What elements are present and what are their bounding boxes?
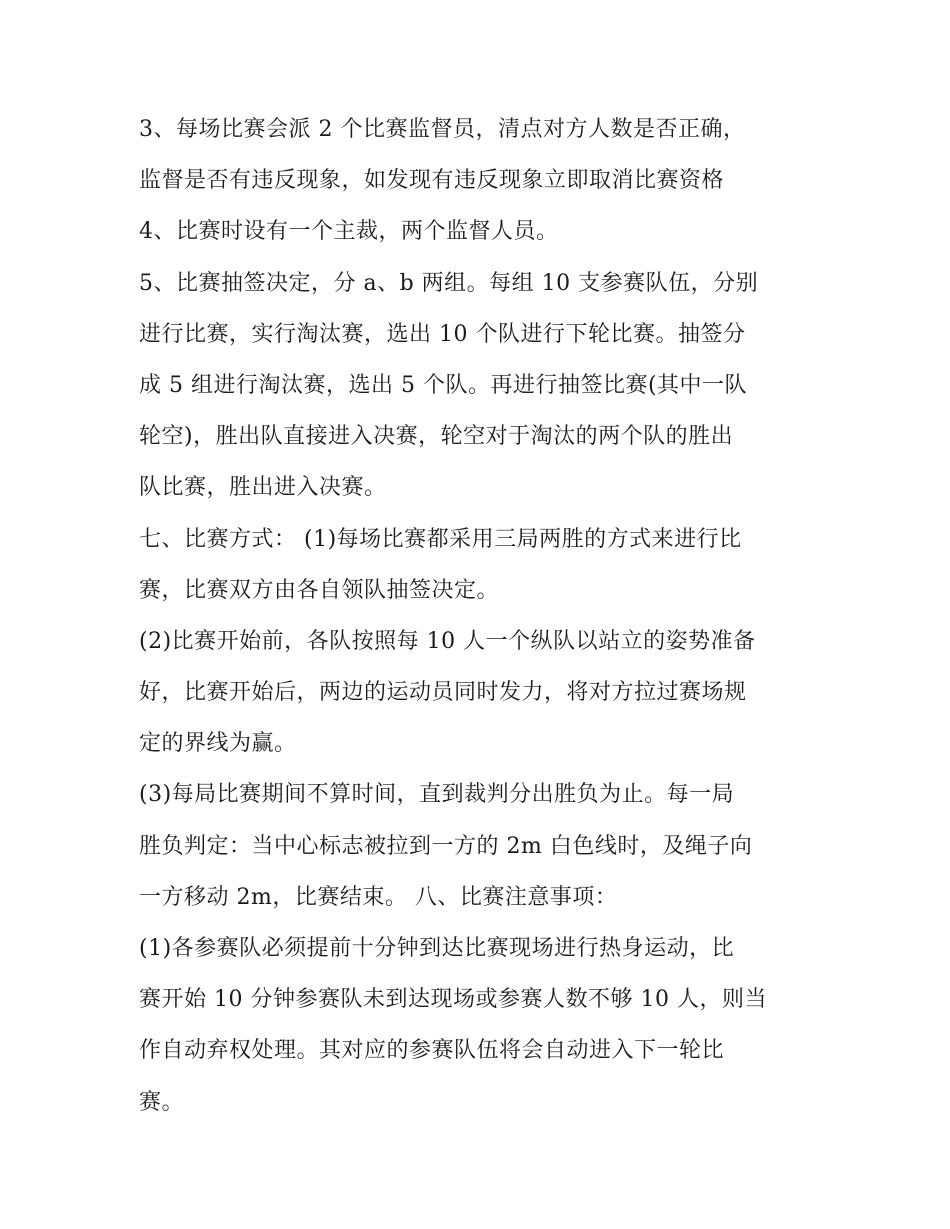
text-line: 进行比赛，实行淘汰赛，选出 10 个队进行下轮比赛。抽签分 [139,321,746,347]
text-line: 5、比赛抽签决定，分 a、b 两组。每组 10 支参赛队伍，分别 [139,270,759,296]
document-body [139,104,819,1128]
text-line: 一方移动 2m，比赛结束。 八、比赛注意事项： [139,884,618,910]
text-line: 队比赛，胜出进入决赛。 [139,475,387,501]
text-line: (3)每局比赛期间不算时间，直到裁判分出胜负为止。每一局 [139,782,735,808]
text-line: 监督是否有违反现象，如发现有违反现象立即取消比赛资格 [139,168,725,194]
text-line: 3、每场比赛会派 2 个比赛监督员，清点对方人数是否正确， [139,117,746,142]
text-line: 胜负判定：当中心标志被拉到一方的 2m 白色线时，及绳子向 [139,833,753,859]
text-line: 轮空)，胜出队直接进入决赛，轮空对于淘汰的两个队的胜出 [139,424,734,450]
text-line: 赛开始 10 分钟参赛队未到达现场或参赛人数不够 10 人，则当 [139,987,767,1013]
text-line: 好，比赛开始后，两边的运动员同时发力，将对方拉过赛场规 [139,680,747,706]
text-line: (1)各参赛队必须提前十分钟到达比赛现场进行热身运动，比 [139,936,735,961]
text-line: 成 5 组进行淘汰赛，选出 5 个队。再进行抽签比赛(其中一队 [139,372,748,398]
text-line: (2)比赛开始前，各队按照每 10 人一个纵队以站立的姿势准备 [139,628,756,654]
text-line: 作自动弃权处理。其对应的参赛队伍将会自动进入下一轮比 [139,1038,725,1064]
text-line: 赛。 [139,1089,185,1115]
text-line: 定的界线为赢。 [139,731,297,757]
text-line: 赛，比赛双方由各自领队抽签决定。 [139,577,500,603]
text-line: 七、比赛方式： (1)每场比赛都采用三局两胜的方式来进行比 [139,526,742,552]
text-line: 4、比赛时设有一个主裁，两个监督人员。 [139,219,559,245]
